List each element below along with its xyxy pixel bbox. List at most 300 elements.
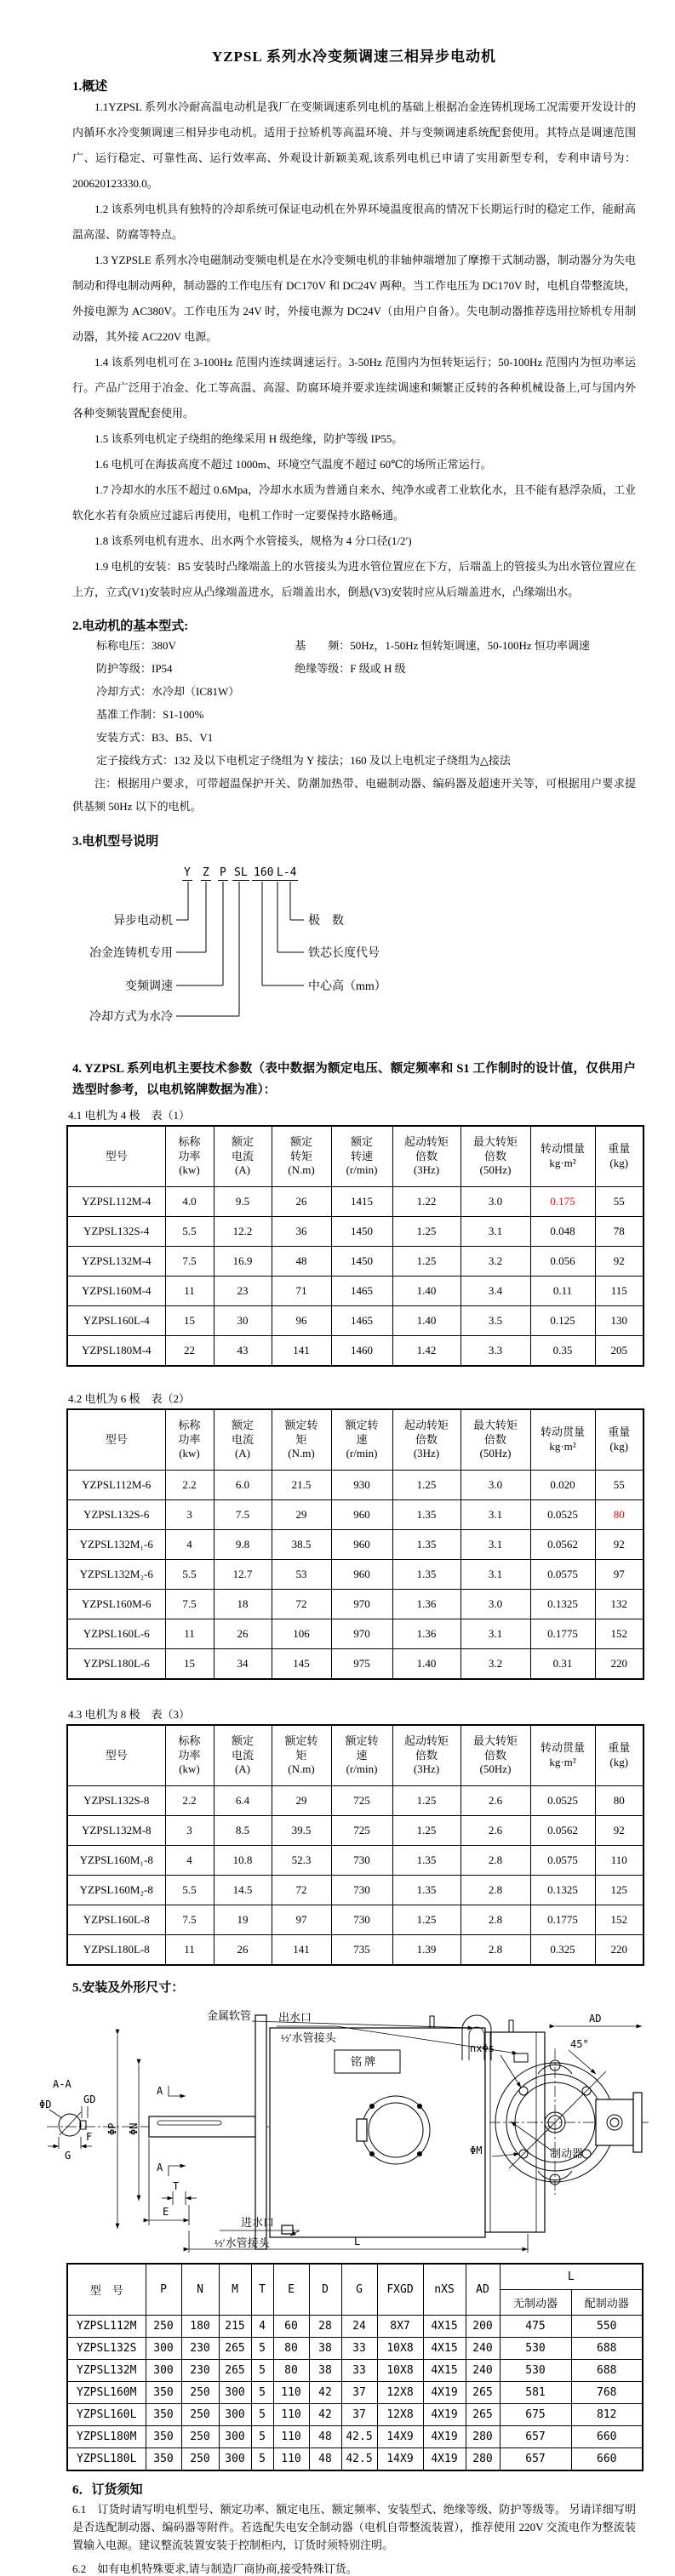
table-cell: 132 [595,1590,644,1619]
table-cell: 250 [181,2404,219,2426]
table-cell: 0.1325 [530,1590,595,1619]
table-cell: YZPSL132S-4 [67,1217,165,1247]
table-cell: 37 [341,2382,377,2404]
spec-stator-wiring: 定子接线方式：132 及以下电机定子绕组为 Y 接法；160 及以上电机定子绕组为△接法 [96,754,511,767]
table-cell: 1.35 [392,1846,460,1876]
table-cell: 53 [272,1560,331,1590]
table-cell: 145 [272,1649,331,1680]
dimension-table [66,2263,644,2471]
table-cell: 265 [219,2338,251,2360]
table-cell: 5 [251,2426,273,2448]
table-cell: 300 [219,2448,251,2471]
table-cell: 230 [181,2338,219,2360]
section-4-heading: 4. YZPSL 系列电机主要技术参数（表中数据为额定电压、额定频率和 S1 工作制时的设计值，仅供用户选型时参考，以电机铭牌数据为准）： [72,1062,636,1097]
col-header: 额定 电流 (A) [214,1409,272,1471]
table-cell: YZPSL132M-4 [67,1247,165,1277]
col-header: 转动贯量 kg·m² [530,1409,595,1471]
table-cell: 0.0562 [530,1816,595,1846]
table-cell: 125 [595,1876,644,1905]
table-cell: 205 [595,1336,644,1367]
section-2-heading: 2.电动机的基本型式: [72,620,189,633]
table-cell: 300 [219,2404,251,2426]
table-cell: 34 [214,1649,272,1680]
table-cell: YZPSL160M [67,2382,146,2404]
table-cell: 72 [272,1876,331,1905]
table-cell: 48 [272,1247,331,1277]
table-cell: 768 [571,2382,643,2404]
table-cell: YZPSL160L [67,2404,146,2426]
table-cell: 39.5 [272,1816,331,1846]
table-cell: 975 [331,1649,392,1680]
table-cell: 1450 [331,1247,392,1277]
table-cell: 730 [331,1846,392,1876]
table-cell: 12.7 [214,1560,272,1590]
table-cell: 3.4 [460,1277,530,1306]
spec-line [96,657,636,680]
code-part-p: P [220,866,226,879]
table-row [67,1905,644,1935]
col-header: 额定 电流 (A) [214,1725,272,1786]
table-cell: YZPSL132M [67,2360,146,2382]
table-cell: 5 [251,2338,273,2360]
table-row [67,1846,644,1876]
table-cell: 1.35 [392,1530,460,1560]
col-header: 额定 转速 (r/min) [331,1126,392,1187]
table-cell: 1.25 [392,1816,460,1846]
col-header-g: G [341,2264,377,2316]
table-cell: 10X8 [377,2338,423,2360]
dim-header-row [67,2264,643,2290]
table-cell: 0.175 [530,1187,595,1217]
table-cell: 48 [309,2448,341,2471]
table-cell: 0.0575 [530,1560,595,1590]
table-cell: 23 [214,1277,272,1306]
table-cell: 3.3 [460,1336,530,1367]
table-cell: 280 [466,2448,500,2471]
spec-line [96,634,636,657]
table-cell: 220 [595,1649,644,1680]
table-cell: 42 [309,2382,341,2404]
table-cell: 265 [219,2360,251,2382]
table-row [67,1336,644,1367]
table-cell: 110 [273,2404,309,2426]
table-cell: 1.25 [392,1217,460,1247]
table-cell: 55 [595,1187,644,1217]
table-cell: 735 [331,1935,392,1966]
table-cell: 33 [341,2360,377,2382]
table-cell: 5 [251,2360,273,2382]
table-cell: 15 [165,1649,214,1680]
table-cell: 1465 [331,1277,392,1306]
spec-cooling: 冷却方式：水冷却（IC81W） [96,685,240,698]
table-cell: 1415 [331,1187,392,1217]
table-cell: 0.0575 [530,1846,595,1876]
spec-protection-class: 防护等级：IP54 [96,662,173,675]
table-cell: 1.40 [392,1306,460,1336]
table-cell: 0.31 [530,1649,595,1680]
table-cell: 115 [595,1277,644,1306]
table-cell: 350 [146,2448,181,2471]
table-cell: 5 [251,2382,273,2404]
label-45deg: 45° [570,2038,589,2050]
table-cell: 660 [571,2426,643,2448]
spec-base-frequency: 基 频：50Hz，1-50Hz 恒转矩调速，50-100Hz 恒功率调速 [295,639,590,652]
table-cell: 43 [214,1336,272,1367]
table-cell: YZPSL132S [67,2338,146,2360]
table-cell: 220 [595,1935,644,1966]
table-cell: 38.5 [272,1530,331,1560]
col-header-m: M [219,2264,251,2316]
table-cell: YZPSL180L [67,2448,146,2471]
table-cell: 5 [251,2448,273,2471]
table-cell: 4X15 [423,2316,466,2338]
diagram-label-vfd: 变频调速 [125,980,173,993]
diagram-label-shaft-height: 中心高（mm） [308,980,386,993]
table-row [67,2316,643,2338]
table-row [67,1530,644,1560]
table-cell: YZPSL160L-8 [67,1905,165,1935]
table-cell: 92 [595,1530,644,1560]
col-header: 重量 (kg) [595,1126,644,1187]
table-row [67,2382,643,2404]
table-cell: 530 [500,2338,571,2360]
table-cell: 12X8 [377,2382,423,2404]
table-cell: 300 [219,2426,251,2448]
label-ad: AD [589,2013,602,2025]
table-cell: YZPSL112M [67,2316,146,2338]
paragraph-1-9: 1.9 电机的安装：B5 安装时凸缘端盖上的水管接头为进水管位置应在下方，后端盖上的管接头为出水管位置应在上方，立式(V1)安装时应从凸缘端盖进水，后端盖出水，倒悬(V3)安装时应从后端盖进水，凸缘端出水。 [72,560,636,598]
table-cell: 3.0 [460,1471,530,1500]
label-phi-d: ΦD [39,2099,52,2110]
table-row [67,1816,644,1846]
col-header: 标称 功率 (kw) [165,1409,214,1471]
table-cell: 4 [165,1846,214,1876]
table-cell: 3.0 [460,1590,530,1619]
table-cell: YZPSL160M₂-8 [67,1876,165,1905]
table-cell: 3.1 [460,1500,530,1530]
table-cell: 4X15 [423,2360,466,2382]
code-part-z: Z [203,866,209,879]
table-cell: 4X15 [423,2338,466,2360]
table-cell: 0.0525 [530,1786,595,1816]
table-cell: 215 [219,2316,251,2338]
label-phi-m: ΦM [470,2145,483,2156]
table-cell: 4X19 [423,2382,466,2404]
label-phi-n: ΦN [128,2122,140,2135]
table-cell: 180 [181,2316,219,2338]
table-cell: 1450 [331,1217,392,1247]
table-cell: 6.0 [214,1471,272,1500]
table-cell: YZPSL112M-6 [67,1471,165,1500]
header-row [67,1409,644,1471]
col-header: 型号 [67,1409,165,1471]
table-cell: 250 [181,2448,219,2471]
table-cell: 152 [595,1905,644,1935]
table-cell: 42.5 [341,2426,377,2448]
table-cell: 3.2 [460,1649,530,1680]
table-row [67,1876,644,1905]
table-cell: 200 [466,2316,500,2338]
label-water-outlet: 出水口 [278,2011,312,2024]
paragraph-1-6: 1.6 电机可在海拔高度不超过 1000m、环境空气温度不超过 60℃的场所正常运行。 [94,458,492,471]
col-header: 重量 (kg) [595,1725,644,1786]
col-header-n: N [181,2264,219,2316]
table-cell: 7.5 [165,1247,214,1277]
table-cell: YZPSL132M₁-6 [67,1530,165,1560]
table-cell: 3.1 [460,1619,530,1649]
table-cell: 24 [341,2316,377,2338]
table-cell: YZPSL132S-8 [67,1786,165,1816]
col-header: 最大转矩 倍数 (50Hz) [460,1126,530,1187]
table-cell: 350 [146,2382,181,2404]
col-header: 型号 [67,1126,165,1187]
table-cell: 6.4 [214,1786,272,1816]
table-cell: 38 [309,2338,341,2360]
table-cell: 1.25 [392,1905,460,1935]
col-header: 标称 功率 (kw) [165,1126,214,1187]
col-header: 最大转矩 倍数 (50Hz) [460,1725,530,1786]
table-cell: 19 [214,1905,272,1935]
table-cell: 26 [214,1935,272,1966]
table-cell: 3.1 [460,1217,530,1247]
table-cell: 688 [571,2360,643,2382]
col-header: 额定转 速 (r/min) [331,1409,392,1471]
table-cell: 1.36 [392,1619,460,1649]
table-cell: 28 [309,2316,341,2338]
spec-duty: 基准工作制：S1-100% [96,708,204,721]
table-cell: 657 [500,2426,571,2448]
col-header-t: T [251,2264,273,2316]
params-table-4pole [66,1125,644,1367]
code-part-160: 160 [254,866,274,879]
table-cell: 350 [146,2404,181,2426]
paragraph-1-3: 1.3 YZPSLE 系列水冷电磁制动变频电机是在水冷变频电机的非轴伸端增加了摩擦干式制动器，制动器分为失电制动和得电制动两种，制动器的工作电压有 DC170V 和 DC24V 两种。当工作电压为 DC170V 时，电机自带整流块，外接电源为 AC380V。工作电压为 24V 时，外接电源为 DC24V（由用户自备）。失电制动器推荐选用拉矫机专用制动器，其外接 AC220V 电源。 [72,254,636,343]
table-cell: 0.0525 [530,1500,595,1530]
col-header-fxgd: FXGD [377,2264,423,2316]
table-cell: 3.1 [460,1560,530,1590]
table-cell: 110 [595,1846,644,1876]
table-cell: 4X19 [423,2426,466,2448]
paragraph-1-7: 1.7 冷却水的水压不超过 0.6Mpa，冷却水水质为普通自来水、纯净水或者工业软化水，且不能有悬浮杂质，工业软化水若有杂质应过滤后再使用，电机工作时一定要保持水路畅通。 [72,483,636,522]
table-row [67,2360,643,2382]
header-row [67,1725,644,1786]
table-cell: 12X8 [377,2404,423,2426]
table-cell: YZPSL160M-4 [67,1277,165,1306]
page-title: YZPSL 系列水冷变频调速三相异步电动机 [211,49,497,65]
table-cell: 106 [272,1619,331,1649]
label-gd: GD [83,2093,96,2105]
table-cell: 0.0562 [530,1530,595,1560]
table-cell: 80 [595,1500,644,1530]
table-row [67,2338,643,2360]
col-header-l: L [500,2264,643,2290]
table-row [67,1560,644,1590]
table-cell: 14X9 [377,2448,423,2471]
table-cell: 0.1775 [530,1619,595,1649]
table-cell: 1.39 [392,1935,460,1966]
paragraph-6-1: 6.1 订货时请写明电机型号、额定功率、额定电压、额定频率、安装型式、绝缘等级、防护等级等。 另请详细写明是否选配制动器、编码器等附件。若选配失电安全制动器（电机自带整流装置），推荐使用 220V 交流电作为整流装置输入电源。建议整流装置安装于控制柜内，订货时须特别注明。 [72,2503,636,2551]
paragraph-1-4: 1.4 该系列电机可在 3-100Hz 范围内连续调速运行。3-50Hz 范围内为恒转矩运行；50-100Hz 范围内为恒功率运行。产品广泛用于冶金、化工等高温、高湿、防腐环境并要求连续调速和频繁正反转的各种机械设备上,可与国内外各种变频装置配套使用。 [72,356,636,420]
label-phi-p: ΦP [106,2122,118,2135]
table-row [67,1649,644,1680]
label-g: G [65,2150,72,2162]
label-l: L [354,2236,361,2248]
table-cell: 110 [273,2426,309,2448]
table-cell: 3.2 [460,1247,530,1277]
label-f: F [86,2131,93,2143]
col-header: 型号 [67,1725,165,1786]
col-header-no-brake: 无制动器 [500,2290,571,2316]
table-row [67,1277,644,1306]
table-cell: YZPSL160M-6 [67,1590,165,1619]
table-row [67,2448,643,2471]
table-cell: 36 [272,1217,331,1247]
table-cell: 581 [500,2382,571,2404]
table-cell: 14X9 [377,2426,423,2448]
table-cell: 1.40 [392,1277,460,1306]
table-cell: 300 [219,2382,251,2404]
section-1-heading: 1.概述 [72,80,108,94]
table-cell: 60 [273,2316,309,2338]
table-cell: 7.5 [214,1500,272,1530]
table-cell: 730 [331,1905,392,1935]
table-cell: 78 [595,1217,644,1247]
table-cell: 725 [331,1816,392,1846]
col-header-e: E [273,2264,309,2316]
table-cell: 960 [331,1500,392,1530]
table-cell: 265 [466,2404,500,2426]
table-cell: 0.11 [530,1277,595,1306]
table-cell: 141 [272,1935,331,1966]
table-cell: 152 [595,1619,644,1649]
table-cell: 14.5 [214,1876,272,1905]
table-cell: 11 [165,1277,214,1306]
table-cell: 96 [272,1306,331,1336]
col-header-with-brake: 配制动器 [571,2290,643,2316]
table-row [67,1619,644,1649]
table-cell: 2.6 [460,1816,530,1846]
col-header-model: 型 号 [67,2264,146,2316]
table-cell: 1.25 [392,1247,460,1277]
table-cell: 1.35 [392,1876,460,1905]
table-cell: 688 [571,2338,643,2360]
table-cell: 1.40 [392,1649,460,1680]
section-5-heading: 5.安装及外形尺寸： [72,1981,185,1995]
table-cell: 250 [146,2316,181,2338]
table-cell: 1.35 [392,1560,460,1590]
table-cell: 97 [595,1560,644,1590]
table-cell: 970 [331,1619,392,1649]
outline-drawing [0,2001,675,2263]
table-1-caption: 4.1 电机为 4 极 表（1） [68,1109,191,1122]
table-cell: 0.1775 [530,1905,595,1935]
section-3-heading: 3.电机型号说明 [72,835,159,848]
table-cell: 110 [273,2448,309,2471]
label-metal-hose: 金属软管 [207,2009,252,2022]
table-cell: 1.25 [392,1786,460,1816]
model-code-diagram [0,856,636,1045]
paragraph-1-8: 1.8 该系列电机有进水、出水两个水管接头，规格为 4 分口径(1/2′) [94,534,412,547]
table-cell: 812 [571,2404,643,2426]
table-row [67,1306,644,1336]
table-cell: 26 [214,1619,272,1649]
table-cell: 8.5 [214,1816,272,1846]
table-cell: YZPSL132M₂-6 [67,1560,165,1590]
table-3-caption: 4.3 电机为 8 极 表（3） [68,1708,191,1721]
table-cell: 1460 [331,1336,392,1367]
table-cell: 21.5 [272,1471,331,1500]
col-header-p: P [146,2264,181,2316]
table-cell: 230 [181,2360,219,2382]
table-cell: 3.1 [460,1530,530,1560]
table-cell: 12.2 [214,1217,272,1247]
table-cell: 960 [331,1560,392,1590]
table-cell: 960 [331,1530,392,1560]
table-cell: 930 [331,1471,392,1500]
table-cell: 5.5 [165,1217,214,1247]
params-table-6pole [66,1408,644,1680]
table-cell: 11 [165,1935,214,1966]
table-cell: 0.048 [530,1217,595,1247]
table-cell: 4X19 [423,2448,466,2471]
code-part-sl: SL [234,866,248,879]
table-cell: 16.9 [214,1247,272,1277]
label-t: T [173,2180,180,2192]
table-cell: 0.1325 [530,1876,595,1905]
label-section-a-top: A [157,2085,163,2097]
table-cell: 18 [214,1590,272,1619]
table-row [67,1590,644,1619]
diagram-label-poles: 极 数 [308,915,344,928]
table-cell: 2.8 [460,1876,530,1905]
table-cell: 0.056 [530,1247,595,1277]
table-cell: 240 [466,2360,500,2382]
table-cell: 725 [331,1786,392,1816]
label-n-phi-s: nxΦs [470,2042,495,2054]
table-cell: YZPSL180L-8 [67,1935,165,1966]
table-cell: 52.3 [272,1846,331,1876]
code-part-l4: L-4 [277,866,297,879]
table-cell: 1.36 [392,1590,460,1619]
spec-note: 注：根据用户要求，可带超温保护开关、防潮加热带、电磁制动器、编码器及超速开关等，可根据用户要求提供基频 50Hz 以下的电机。 [72,777,636,813]
table-cell: 0.35 [530,1336,595,1367]
table-cell: 2.8 [460,1846,530,1876]
table-row [67,1187,644,1217]
table-cell: 1465 [331,1306,392,1336]
table-row [67,1247,644,1277]
table-cell: 42.5 [341,2448,377,2471]
label-brake: 制动器 [550,2147,584,2160]
diagram-label-async-motor: 异步电动机 [113,915,173,928]
table-cell: 110 [273,2382,309,2404]
table-cell: 8X7 [377,2316,423,2338]
table-cell: YZPSL180M [67,2426,146,2448]
section-6-heading: 6．订货须知 [72,2483,143,2497]
table-row [67,2404,643,2426]
table-row [67,1471,644,1500]
col-header: 起动转矩 倍数 (3Hz) [392,1126,460,1187]
label-e: E [163,2206,169,2218]
table-cell: 2.8 [460,1935,530,1966]
label-outlet-connector: ½′水管接头 [281,2031,336,2044]
table-cell: 97 [272,1905,331,1935]
col-header: 额定转 矩 (N.m) [272,1409,331,1471]
table-2-caption: 4.2 电机为 6 极 表（2） [68,1392,191,1405]
col-header: 额定转 矩 (N.m) [272,1725,331,1786]
header-row [67,1126,644,1187]
table-cell: 300 [146,2338,181,2360]
table-cell: 350 [146,2426,181,2448]
